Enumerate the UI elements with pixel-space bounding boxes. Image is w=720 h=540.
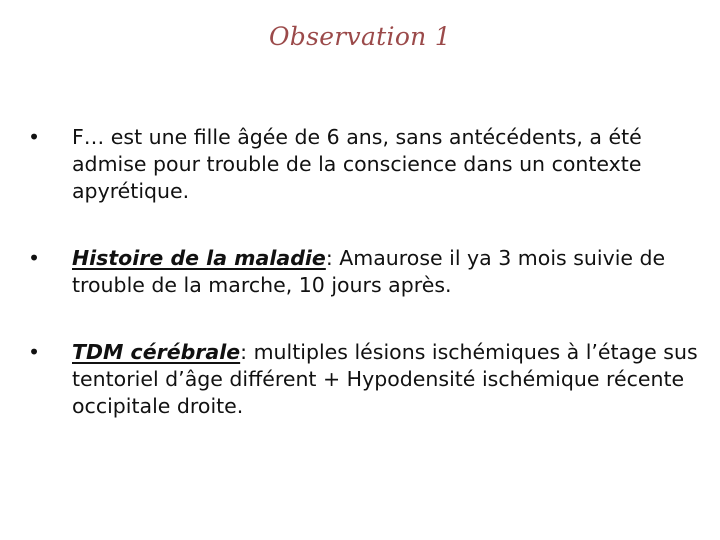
bullet-text-patient: F… est une fille âgée de 6 ans, sans antécédents, a été admise pour trouble de la conscience dans un contexte apyrétique. <box>72 125 642 203</box>
bullet-heading-history: Histoire de la maladie <box>72 246 326 270</box>
bullet-marker: • <box>28 246 41 270</box>
bullet-marker: • <box>28 125 41 149</box>
bullet-text-ct-scan: : multiples lésions ischémiques à l’étage sus tentoriel d’âge différent + Hypodensité ischémique récente occipitale droite. <box>72 340 698 418</box>
bullet-item-ct-scan <box>28 339 698 420</box>
slide-title: Observation 1 <box>268 22 452 51</box>
bullet-item-history <box>28 245 698 299</box>
bullet-text-history: : Amaurose il ya 3 mois suivie de trouble de la marche, 10 jours après. <box>72 246 666 297</box>
bullet-marker: • <box>28 340 41 364</box>
bullet-list <box>28 124 698 420</box>
bullet-heading-ct-scan: TDM cérébrale <box>72 340 241 364</box>
bullet-item-patient <box>28 124 698 205</box>
